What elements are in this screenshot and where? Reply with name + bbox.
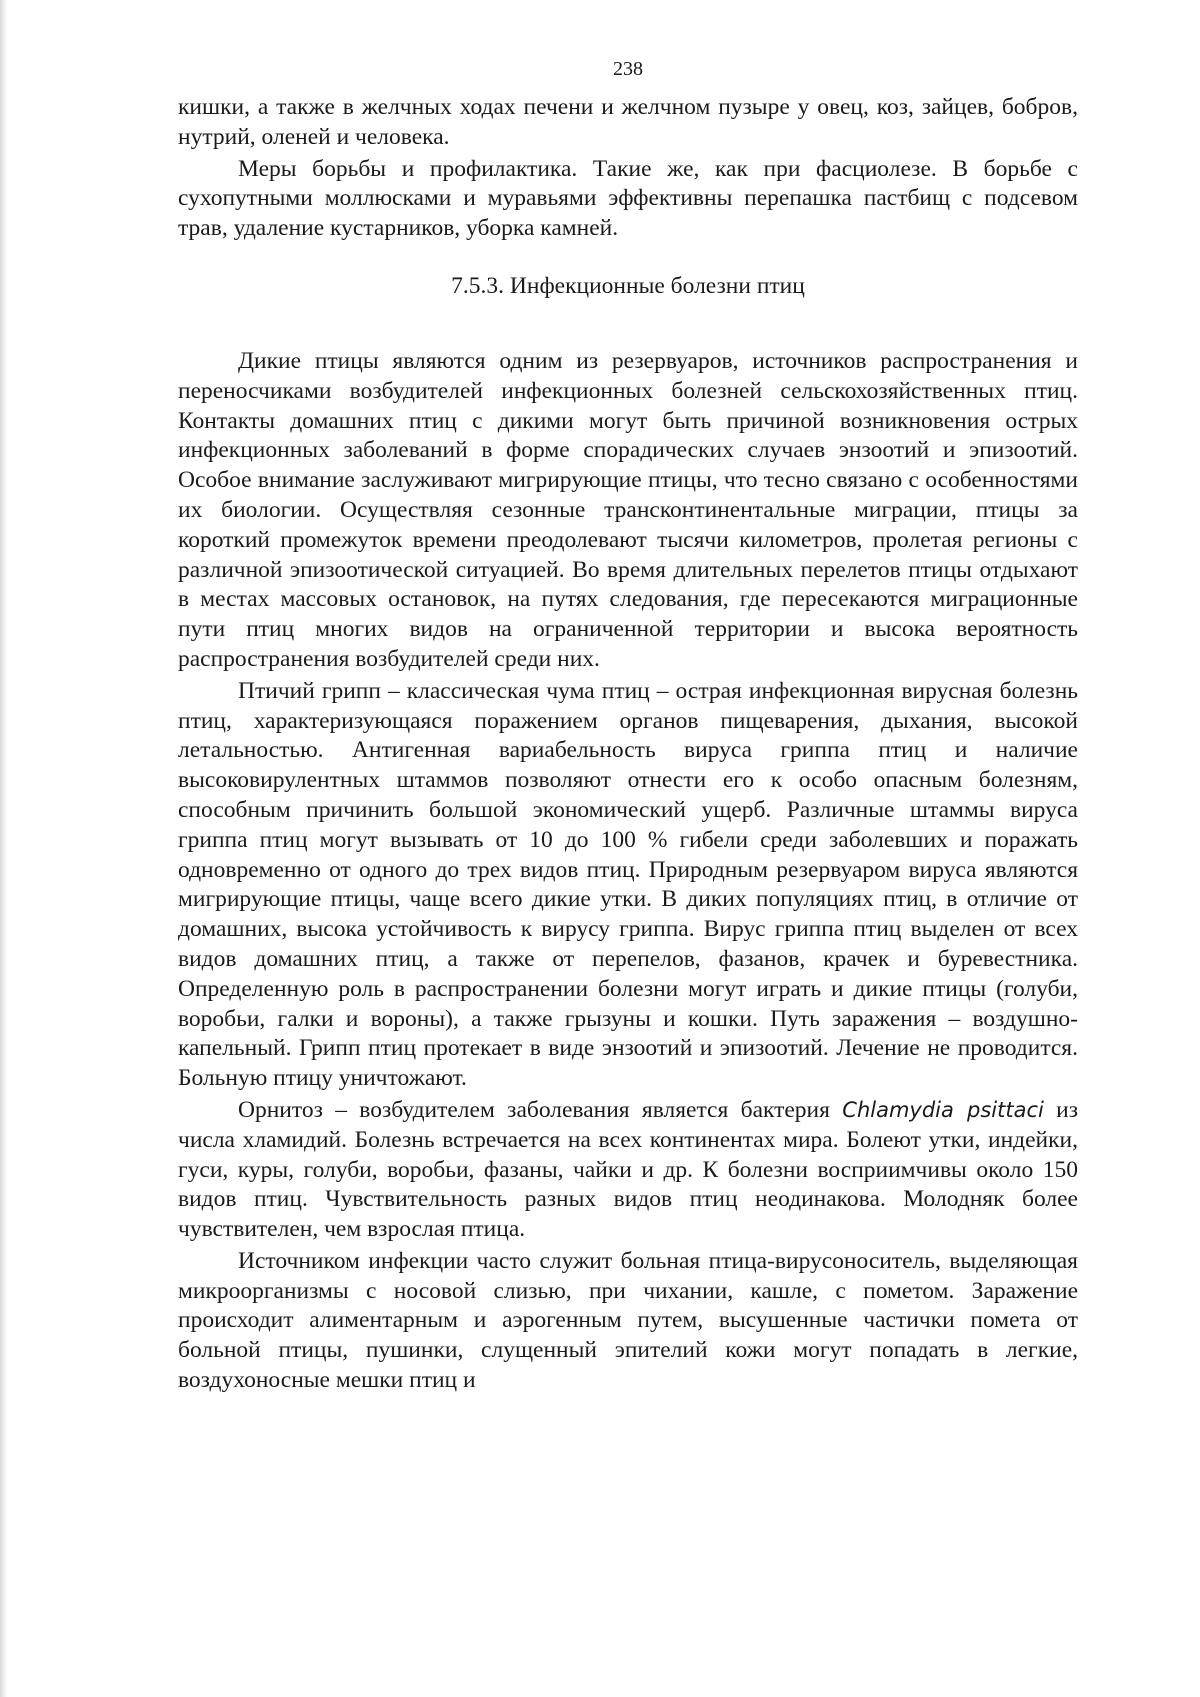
- ornithosis-text-start: Орнитоз – возбудителем заболевания является бактерия: [238, 1096, 843, 1123]
- paragraph-ornithosis: [178, 1096, 1078, 1245]
- paragraph-control-measures: Меры борьбы и профилактика. Такие же, как при фасциолезе. В борьбе с сухопутными моллюсками и муравьями эффективны перепашка пастбищ с подсевом трав, удаление кустарников, уборка камней.: [178, 155, 1078, 242]
- section-heading: 7.5.3. Инфекционные болезни птиц: [451, 272, 805, 299]
- paragraph-wild-birds: Дикие птицы являются одним из резервуаров, источников распространения и переносчиками возбудителей инфекционных болезней сельскохозяйственных птиц. Контакты домашних птиц с дикими могут быть причиной возникновения острых инфекционных заболеваний в форме спорадических случаев энзоотий и эпизоотий. Особое внимание заслуживают мигрирующие птицы, что тесно связано с особенностями их биологии. Осуществляя сезонные трансконтинентальные миграции, птицы за короткий промежуток времени преодолевают тысячи километров, пролетая регионы с различной эпизоотической ситуацией. Во время длительных перелетов птицы отдыхают в местах массовых остановок, на путях следования, где пересекаются миграционные пути птиц многих видов на ограниченной территории и высока вероятность распространения возбудителей среди них.: [178, 347, 1078, 672]
- paragraph-infection-source: Источником инфекции часто служит больная птица-вирусоноситель, выделяющая микроорганизмы с носовой слизью, при чихании, кашле, с пометом. Заражение происходит алиментарным и аэрогенным путем, высушенные частички помета от больной птицы, пушинки, слущенный эпителий кожи могут попадать в легкие, воздухоносные мешки птиц и: [178, 1247, 1078, 1394]
- ornithosis-text-end: из числа хламидий. Болезнь встречается на всех континентах мира. Болеют утки, индейки, гуси, куры, голуби, воробьи, фазаны, чайки и др. К болезни восприимчивы около 150 видов птиц. Чувствительность разных видов птиц неодинакова. Молодняк более чувствителен, чем взрослая птица.: [178, 1096, 1079, 1243]
- page-number: 238: [613, 58, 643, 80]
- paragraph-continued: кишки, а также в желчных ходах печени и желчном пузыре у овец, коз, зайцев, бобров, нутрий, оленей и человека.: [178, 94, 1078, 150]
- document-page: [178, 58, 1078, 1396]
- species-name: Chlamydia psittaci: [842, 1097, 1044, 1122]
- paragraph-avian-flu: Птичий грипп – классическая чума птиц – острая инфекционная вирусная болезнь птиц, характеризующаяся поражением органов пищеварения, дыхания, высокой летальностью. Антигенная вариабельность вируса гриппа птиц и наличие высоковирулентных штаммов позволяют отнести его к особо опасным болезням, способным причинить большой экономический ущерб. Различные штаммы вируса гриппа птиц могут вызывать от 10 до 100 % гибели среди заболевших и поражать одновременно от одного до трех видов птиц. Природным резервуаром вируса являются мигрирующие птицы, чаще всего дикие утки. В диких популяциях птиц, в отличие от домашних, высока устойчивость к вирусу гриппа. Вирус гриппа птиц выделен от всех видов домашних птиц, а также от перепелов, фазанов, крачек и буревестника. Определенную роль в распространении болезни могут играть и дикие птицы (голуби, воробьи, галки и вороны), а также грызуны и кошки. Путь заражения – воздушно-капельный. Грипп птиц протекает в виде энзоотий и эпизоотий. Лечение не проводится. Больную птицу уничтожают.: [178, 677, 1078, 1092]
- scan-edge: [0, 0, 8, 1697]
